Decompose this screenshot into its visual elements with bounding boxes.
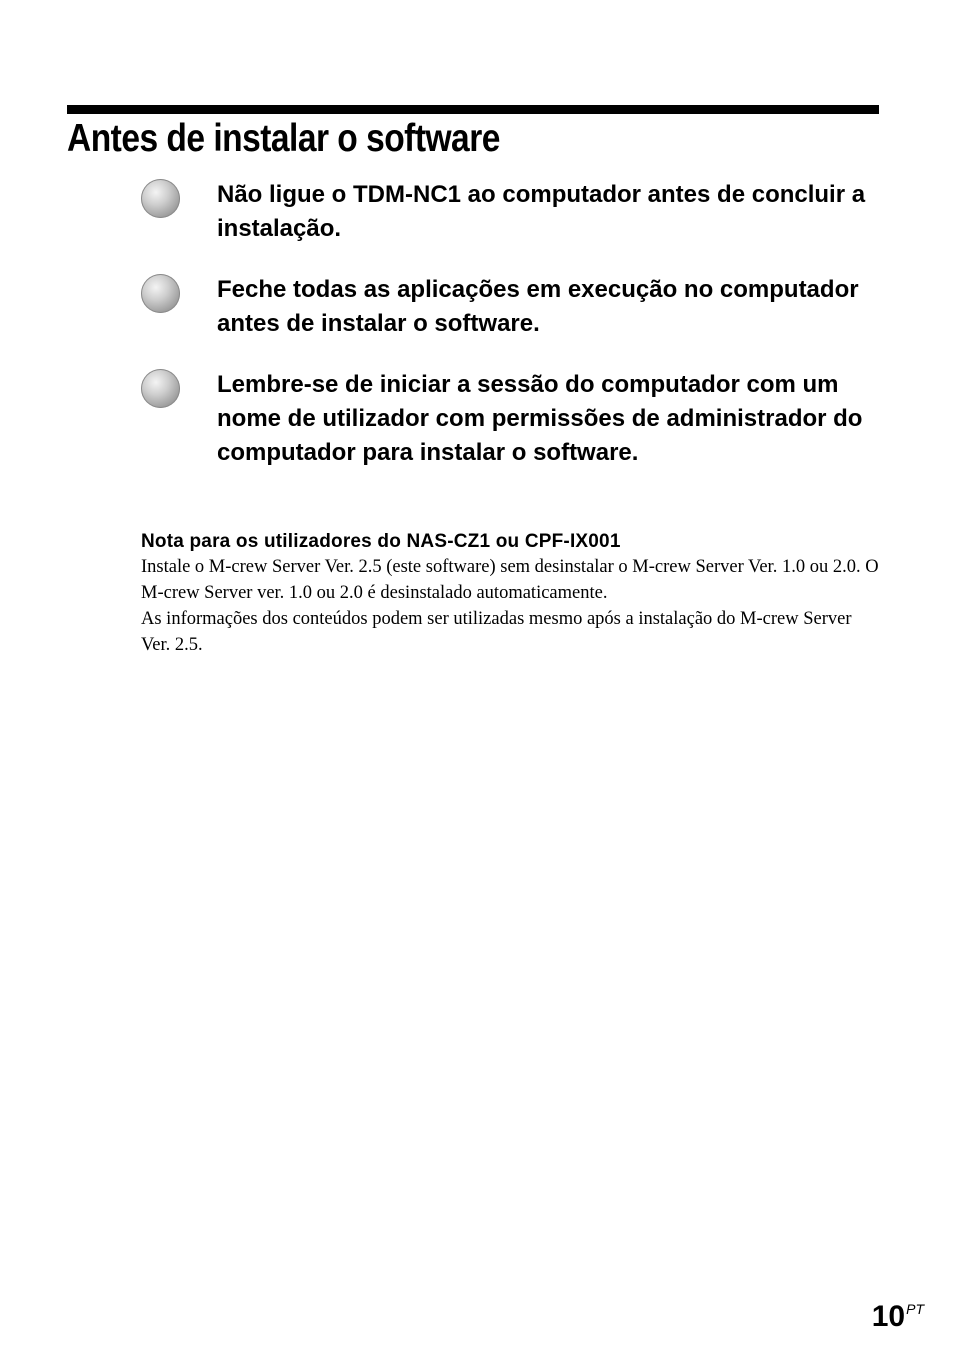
list-item — [141, 273, 881, 341]
note-paragraph: As informações dos conteúdos podem ser utilizadas mesmo após a instalação do M-crew Server Ver. 2.5. — [141, 609, 852, 655]
note-paragraph: Instale o M-crew Server Ver. 2.5 (este software) sem desinstalar o M-crew Server Ver. 1.0 ou 2.0. O M-crew Server ver. 1.0 ou 2.0 é desinstalado automaticamente. — [141, 557, 879, 603]
bullet-dot-icon — [141, 274, 180, 313]
bullet-text: Não ligue o TDM-NC1 ao computador antes de concluir a instalação. — [217, 181, 866, 242]
page-language-suffix: PT — [906, 1301, 924, 1317]
bullet-dot-icon — [141, 179, 180, 218]
title-rule — [67, 105, 879, 114]
bullet-text: Lembre-se de iniciar a sessão do computador com um nome de utilizador com permissões de administrador do computador para instalar o software. — [217, 371, 863, 466]
list-item — [141, 368, 881, 470]
bullet-dot-icon — [141, 369, 180, 408]
page-number — [872, 1300, 924, 1334]
precaution-list — [141, 178, 881, 497]
note-heading: Nota para os utilizadores do NAS-CZ1 ou CPF-IX001 — [141, 531, 621, 552]
note-block — [141, 530, 881, 658]
page-number-value: 10 — [871, 1300, 906, 1333]
bullet-text: Feche todas as aplicações em execução no computador antes de instalar o software. — [217, 276, 859, 337]
list-item — [141, 178, 881, 246]
page-title: Antes de instalar o software — [67, 117, 500, 160]
